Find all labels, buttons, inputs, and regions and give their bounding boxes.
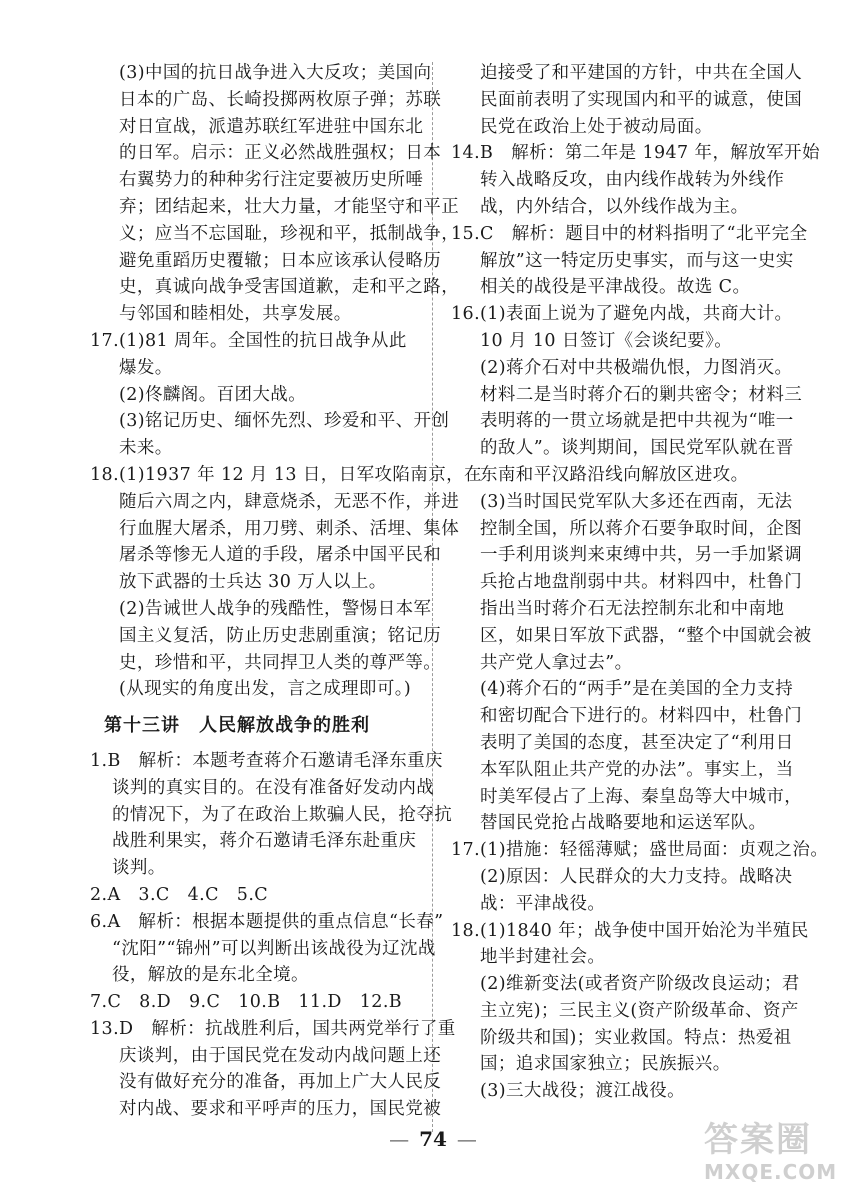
text-line: 主立宪)；三民主义(资产阶级革命、资产 [480, 1000, 799, 1021]
text-line: 17.(1)81 周年。全国性的抗日战争从此 [90, 330, 407, 351]
text-line: 区，如果日军放下武器，“整个中国就会被 [480, 625, 812, 646]
text-line: (从现实的角度出发，言之成理即可。) [119, 679, 412, 700]
text-line: 役，解放的是东北全境。 [112, 965, 309, 986]
text-line: 替国民党抢占战略要地和运送军队。 [480, 813, 767, 834]
text-line: 日本的广岛、长崎投掷两枚原子弹；苏联 [119, 89, 442, 110]
text-line: (3)铭记历史、缅怀先烈、珍爱和平、开创 [119, 411, 450, 432]
page-number-dash-left: — [389, 1127, 410, 1151]
text-line: 迫接受了和平建国的方针，中共在全国人 [480, 63, 803, 83]
text-line: 没有做好充分的准备，再加上广大人民反 [119, 1072, 442, 1093]
watermark-logo [704, 1120, 854, 1190]
text-line: 战胜利果实，蒋介石邀请毛泽东赴重庆 [112, 831, 417, 852]
text-line: 国主义复活，防止历史悲剧重演；铭记历 [119, 625, 442, 646]
text-line: 表明了美国的态度，甚至决定了“利用日 [480, 732, 794, 753]
text-line: 谈判。 [112, 858, 166, 879]
text-line: (2)维新变法(或者资产阶级改良运动；君 [480, 974, 800, 995]
text-line: 与邻国和睦相处，共享发展。 [119, 304, 352, 325]
text-line: 屠杀等惨无人道的手段，屠杀中国平民和 [119, 545, 442, 566]
text-line: (4)蒋介石的“两手”是在美国的全力支持 [480, 679, 794, 700]
text-line: “沈阳”“锦州”可以判断出该战役为辽沈战 [112, 938, 436, 959]
text-line: 放下武器的士兵达 30 万人以上。 [119, 572, 387, 593]
text-line: 史，真诚向战争受害国道歉，走和平之路， [119, 277, 460, 298]
text-line: 和密切配合下进行的。材料四中，杜鲁门 [480, 706, 803, 727]
text-line: 7.C 8.D 9.C 10.B 11.D 12.B [90, 992, 403, 1013]
text-line: (2)原因：人民群众的大力支持。战略决 [480, 866, 793, 887]
text-line: 1.B 解析：本题考查蒋介石邀请毛泽东重庆 [90, 750, 443, 771]
text-line: 东南和平汉路沿线向解放区进攻。 [480, 464, 749, 485]
text-line: 谈判的真实目的。在没有准备好发动内战 [112, 777, 435, 798]
text-line: 避免重蹈历史覆辙；日本应该承认侵略历 [119, 250, 442, 271]
text-line: 本军队阻止共产党的办法”。事实上，当 [480, 759, 794, 780]
text-line: 控制全国，所以蒋介石要争取时间，企图 [480, 518, 803, 539]
text-line: (2)佟麟阁。百团大战。 [119, 384, 307, 405]
text-line: 爆发。 [119, 357, 173, 378]
text-line: 15.C 解析：题目中的材料指明了“北平完全 [451, 223, 808, 244]
text-line: 史，珍惜和平，共同捍卫人类的尊严等。 [119, 652, 442, 673]
text-line: 对日宣战，派遣苏联红军进驻中国东北 [119, 116, 424, 137]
right-column [451, 60, 829, 1105]
text-line: 17.(1)措施：轻徭薄赋；盛世局面：贞观之治。 [451, 840, 829, 861]
text-line: (2)告诫世人战争的残酷性，警惕日本军 [119, 598, 432, 619]
text-line: 2.A 3.C 4.C 5.C [90, 884, 269, 905]
text-line: 的敌人”。谈判期间，国民党军队就在晋 [480, 438, 794, 459]
text-line: 10 月 10 日签订《会谈纪要》。 [480, 330, 733, 351]
text-line: 18.(1)1937 年 12 月 13 日，日军攻陷南京，在 [90, 464, 482, 485]
text-line: 未来。 [119, 438, 173, 459]
text-line: 时美军侵占了上海、秦皇岛等大中城市， [480, 786, 803, 807]
text-line: 共产党人拿过去”。 [480, 652, 633, 673]
text-line: (3)中国的抗日战争进入大反攻；美国向 [119, 63, 432, 83]
text-line: 庆谈判，由于国民党在发动内战问题上还 [119, 1045, 442, 1066]
text-line: 行血腥大屠杀，用刀劈、刺杀、活埋、集体 [119, 518, 460, 539]
text-line: 右翼势力的种种劣行注定要被历史所唾 [119, 170, 424, 191]
text-line: 义；应当不忘国耻，珍视和平，抵制战争， [119, 223, 460, 244]
text-line: 兵抢占地盘削弱中共。材料四中，杜鲁门 [480, 572, 803, 593]
section-heading: 第十三讲 人民解放战争的胜利 [104, 715, 370, 737]
watermark-logo-bottom: MXQE.COM [704, 1160, 838, 1184]
text-line: 阶级共和国)；实业救国。特点：热爱祖 [480, 1027, 792, 1048]
text-line: (3)三大战役；渡江战役。 [480, 1081, 685, 1102]
text-line: 16.(1)表面上说为了避免内战，共商大计。 [451, 304, 793, 325]
text-line: 18.(1)1840 年；战争使中国开始沦为半殖民 [451, 920, 809, 941]
text-line: 战，内外结合，以外线作战为主。 [480, 196, 749, 217]
text-line: 对内战、要求和平呼声的压力，国民党被 [119, 1099, 442, 1120]
text-line: (2)蒋介石对中共极端仇恨，力图消灭。 [480, 357, 793, 378]
text-line: 表明蒋的一贯立场就是把中共视为“唯一 [480, 411, 794, 432]
text-line: 相关的战役是平津战役。故选 C。 [480, 277, 751, 298]
text-line: 解放”这一特定历史事实，而与这一史实 [480, 250, 794, 271]
text-line: (3)当时国民党军队大多还在西南，无法 [480, 491, 793, 512]
text-line: 随后六周之内，肆意烧杀，无恶不作，并进 [119, 491, 460, 512]
text-line: 国；追求国家独立；民族振兴。 [480, 1054, 731, 1075]
page-number-value: 74 [419, 1127, 447, 1151]
text-line: 材料二是当时蒋介石的剿共密令；材料三 [480, 384, 803, 405]
left-column [90, 60, 482, 1123]
text-line: 战：平津战役。 [480, 893, 606, 914]
watermark-logo-top: 答案圈 [704, 1120, 812, 1160]
text-line: 地半封建社会。 [480, 947, 606, 968]
text-line: 弃；团结起来，壮大力量，才能坚守和平正 [119, 196, 460, 217]
text-line: 6.A 解析：根据本题提供的重点信息“长春” [90, 911, 444, 932]
text-line: 13.D 解析：抗战胜利后，国共两党举行了重 [90, 1018, 456, 1039]
text-line: 的情况下，为了在政治上欺骗人民，抢夺抗 [112, 804, 453, 825]
text-line: 转入战略反攻，由内线作战转为外线作 [480, 170, 785, 191]
text-line: 的日军。启示：正义必然战胜强权；日本 [119, 143, 442, 164]
text-line: 一手利用谈判来束缚中共，另一手加紧调 [480, 545, 803, 566]
text-line: 14.B 解析：第二年是 1947 年，解放军开始 [451, 143, 820, 164]
text-line: 民面前表明了实现国内和平的诚意，使国 [480, 89, 803, 110]
text-line: 指出当时蒋介石无法控制东北和中南地 [480, 598, 785, 619]
page-number-dash-right: — [456, 1127, 477, 1151]
text-line: 民党在政治上处于被动局面。 [480, 116, 713, 137]
